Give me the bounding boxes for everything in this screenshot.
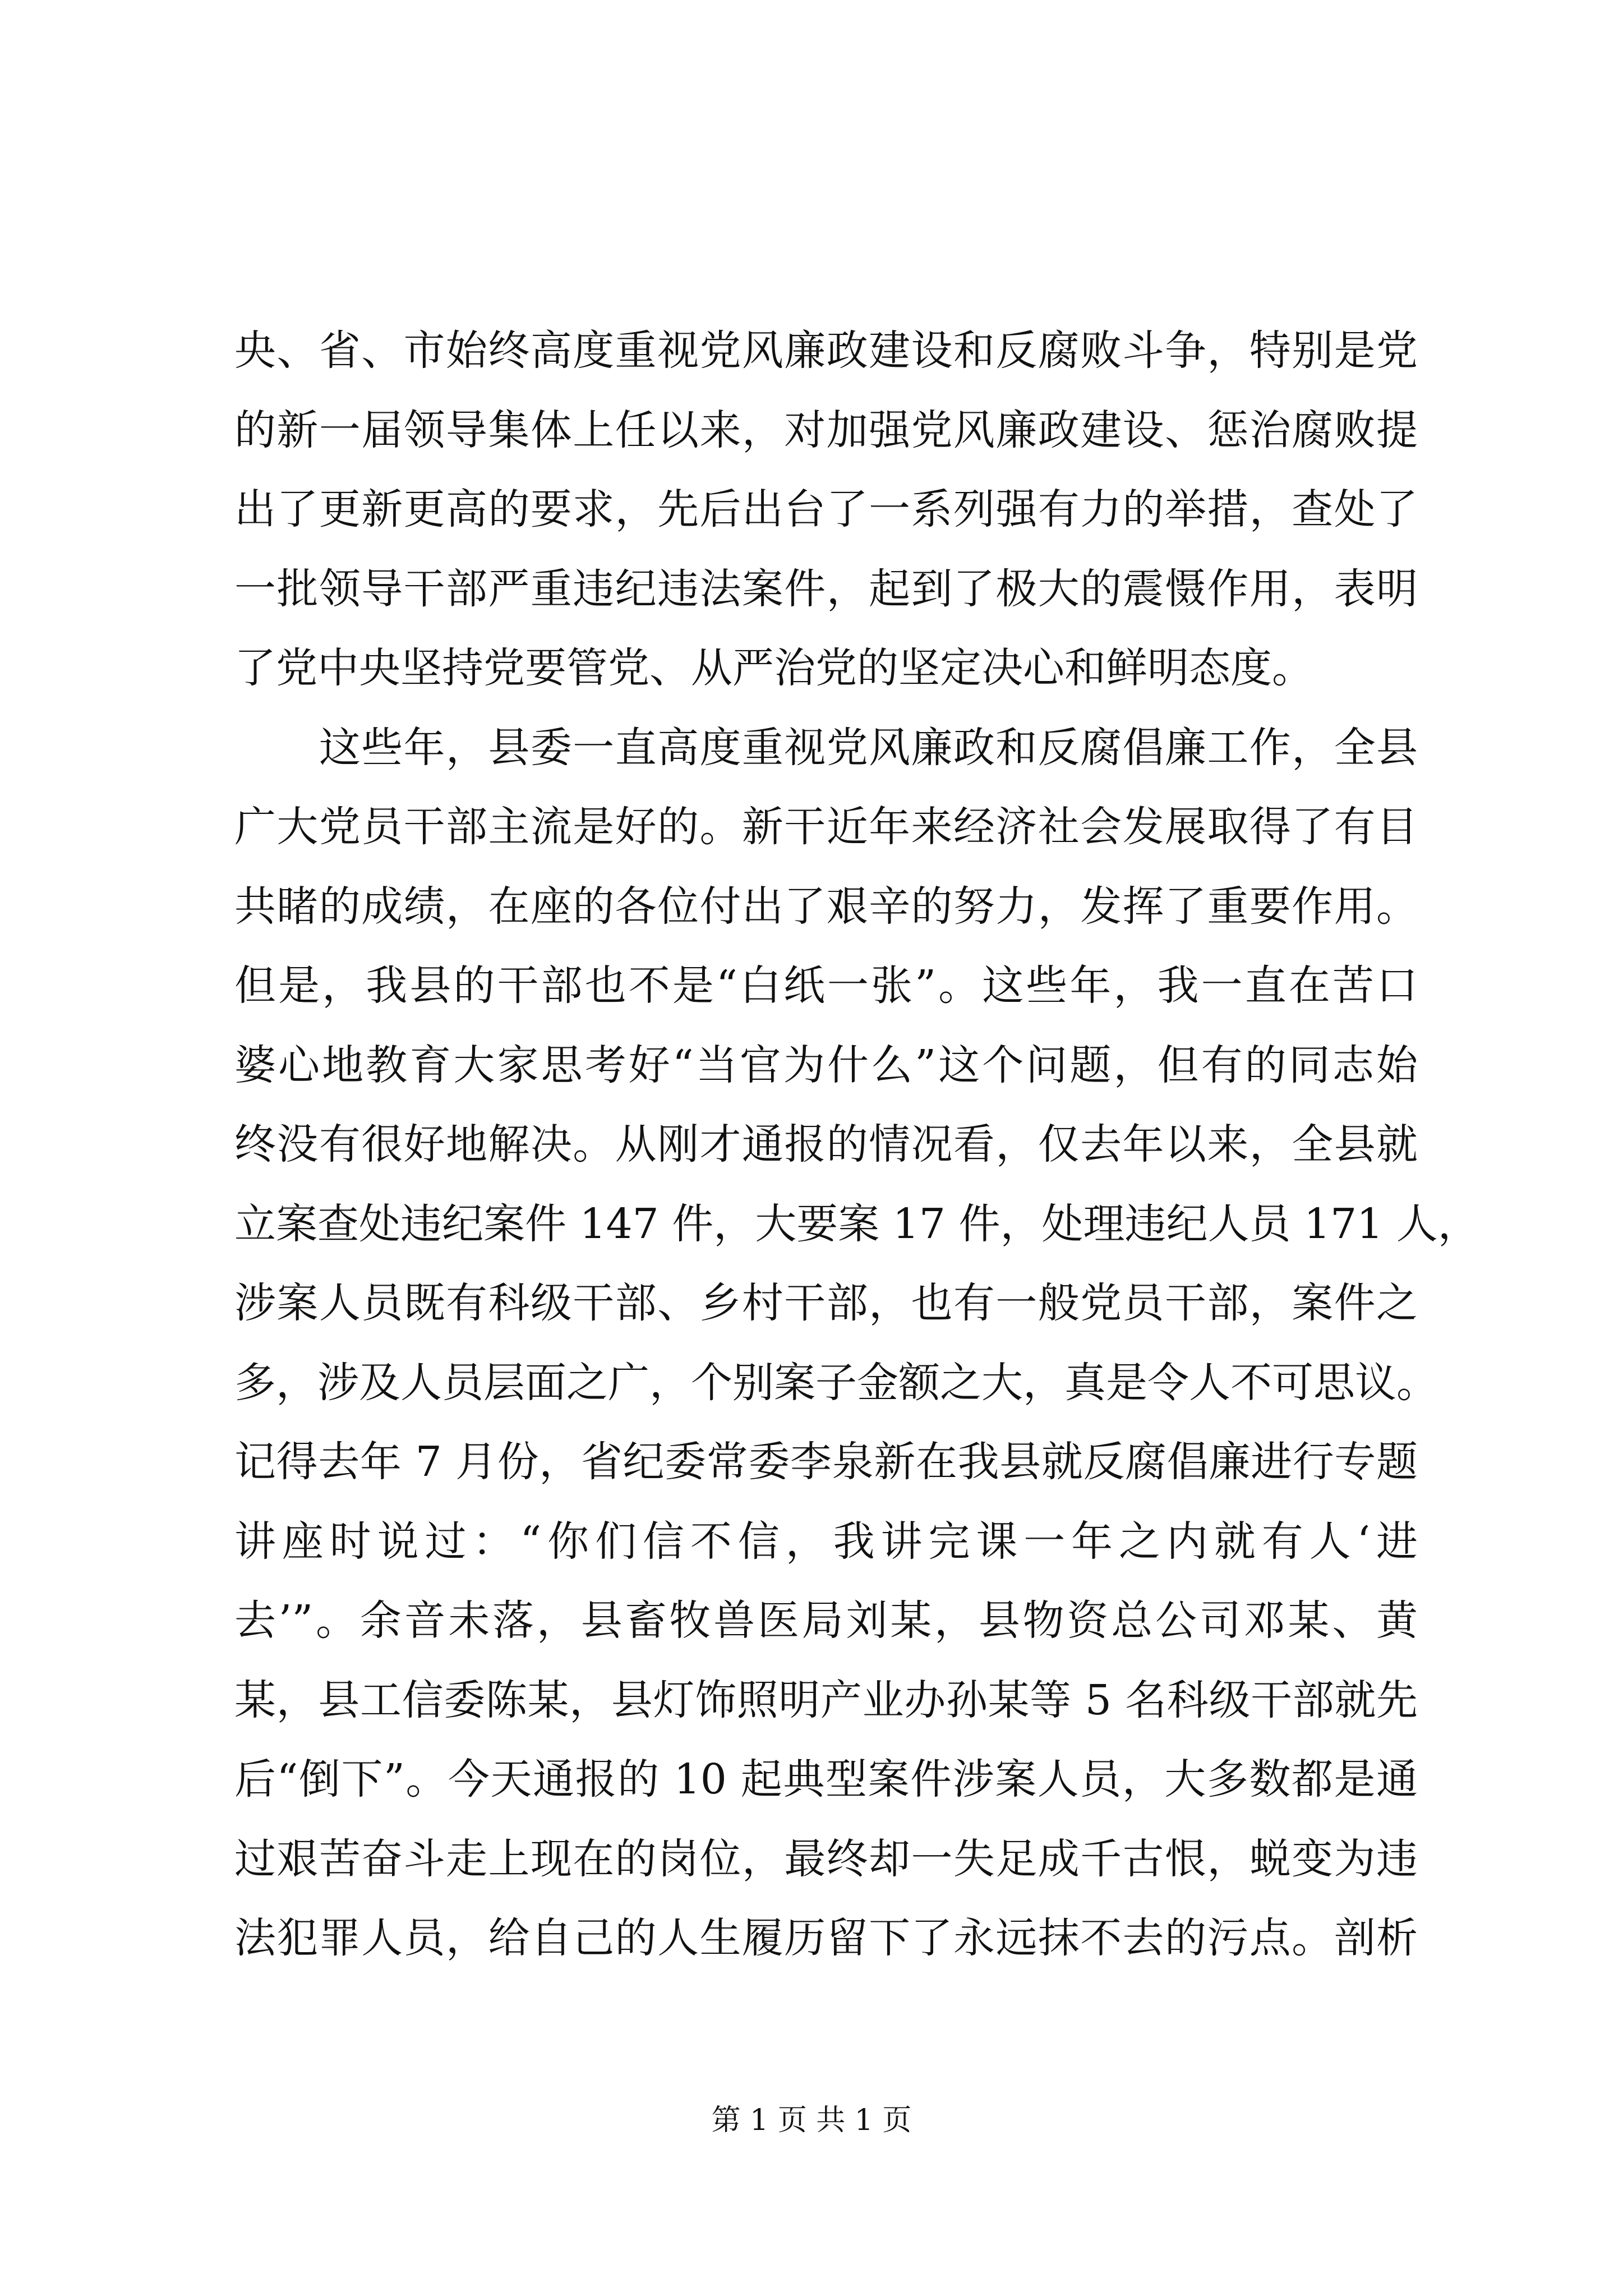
text-line: 的新一届领导集体上任以来，对加强党风廉政建设、惩治腐败提 — [234, 406, 1418, 454]
text-line: 一批领导干部严重违纪违法案件，起到了极大的震慑作用，表明 — [234, 564, 1418, 613]
text-line: 某，县工信委陈某，县灯饰照明产业办孙某等 5 名科级干部就先 — [234, 1676, 1418, 1724]
page-number-footer: 第 1 页 共 1 页 — [711, 2104, 912, 2137]
text-line: 去’”。余音未落，县畜牧兽医局刘某，县物资总公司邓某、黄 — [234, 1596, 1418, 1645]
text-line: 终没有很好地解决。从刚才通报的情况看，仅去年以来，全县就 — [234, 1120, 1418, 1168]
text-line: 记得去年 7 月份，省纪委常委李泉新在我县就反腐倡廉进行专题 — [234, 1438, 1418, 1486]
text-line: 这些年，县委一直高度重视党风廉政和反腐倡廉工作，全县 — [234, 723, 1418, 772]
text-line: 央、省、市始终高度重视党风廉政建设和反腐败斗争，特别是党 — [234, 326, 1418, 375]
text-line: 过艰苦奋斗走上现在的岗位，最终却一失足成千古恨，蜕变为违 — [234, 1834, 1418, 1883]
text-line: 讲座时说过：“你们信不信，我讲完课一年之内就有人‘进 — [234, 1517, 1418, 1566]
text-line: 婆心地教育大家思考好“当官为什么”这个问题，但有的同志始 — [234, 1041, 1418, 1089]
text-line: 广大党员干部主流是好的。新干近年来经济社会发展取得了有目 — [234, 803, 1418, 851]
text-line: 法犯罪人员，给自己的人生履历留下了永远抹不去的污点。剖析 — [234, 1914, 1418, 1962]
text-line: 但是，我县的干部也不是“白纸一张”。这些年，我一直在苦口 — [234, 961, 1418, 1010]
text-line: 多，涉及人员层面之广，个别案子金额之大，真是令人不可思议。 — [234, 1358, 1438, 1407]
text-line: 共睹的成绩，在座的各位付出了艰辛的努力，发挥了重要作用。 — [234, 882, 1418, 931]
text-line: 涉案人员既有科级干部、乡村干部，也有一般党员干部，案件之 — [234, 1279, 1418, 1327]
text-line: 后“倒下”。今天通报的 10 起典型案件涉案人员，大多数都是通 — [234, 1755, 1418, 1803]
text-line: 出了更新更高的要求，先后出台了一系列强有力的举措，查处了 — [234, 485, 1418, 533]
body-text — [234, 311, 1479, 1978]
text-line: 了党中央坚持党要管党、从严治党的坚定决心和鲜明态度。 — [234, 644, 1313, 692]
text-line: 立案查处违纪案件 147 件，大要案 17 件，处理违纪人员 171 人， — [234, 1199, 1479, 1248]
